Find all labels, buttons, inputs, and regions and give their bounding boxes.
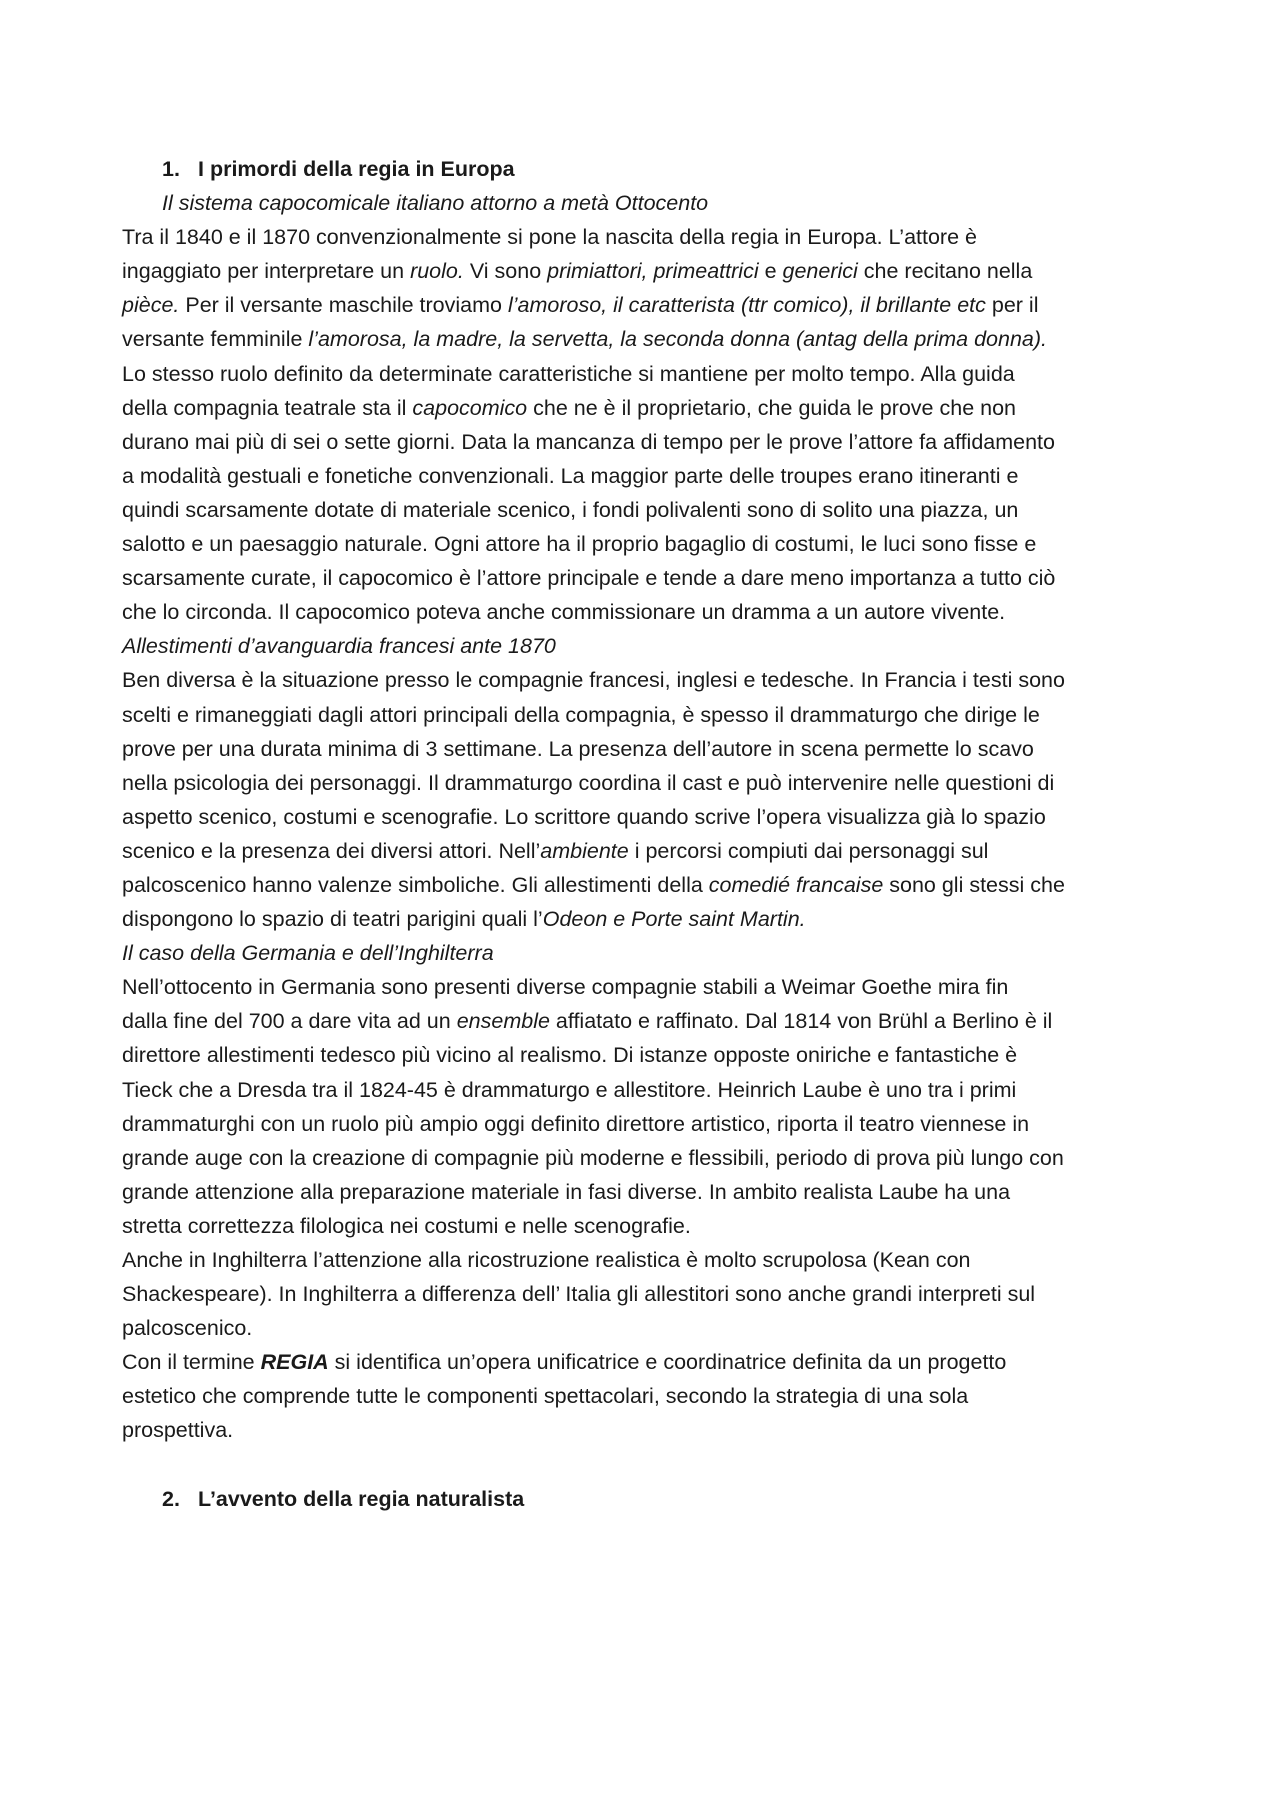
text-line: Tra il 1840 e il 1870 convenzionalmente si pone la nascita della regia in Europa. L’attore è [122, 225, 977, 250]
text-line: salotto e un paesaggio naturale. Ogni attore ha il proprio bagaglio di costumi, le luci sono fisse e [122, 532, 1037, 557]
text-line: direttore allestimenti tedesco più vicino al realismo. Di istanze opposte oniriche e fantastiche è [122, 1043, 1018, 1068]
text-line: prove per una durata minima di 3 settimane. La presenza dell’autore in scena permette lo scavo [122, 736, 1034, 761]
text-line: ingaggiato per interpretare un ruolo. Vi sono primiattori, primeattrici e generici che recitano nella [122, 259, 1033, 284]
text-line: prospettiva. [122, 1418, 234, 1443]
text-line: quindi scarsamente dotate di materiale scenico, i fondi polivalenti sono di solito una piazza, un [122, 497, 1019, 522]
section-1-subtitle: Il sistema capocomicale italiano attorno a metà Ottocento [162, 191, 709, 216]
text-line: pièce. Per il versante maschile troviamo l’amoroso, il caratterista (ttr comico), il brillante etc per il [122, 293, 1039, 318]
paragraph-4 [122, 1243, 1172, 1345]
paragraph-5 [122, 1345, 1172, 1447]
text-line: aspetto scenico, costumi e scenografie. Lo scrittore quando scrive l’opera visualizza già lo spazio [122, 804, 1046, 829]
section-1-heading [122, 152, 1172, 186]
text-line: stretta correttezza filologica nei costumi e nelle scenografie. [122, 1213, 691, 1238]
text-line: scarsamente curate, il capocomico è l’attore principale e tende a dare meno importanza a tutto ciò [122, 566, 1056, 591]
subheading-french: Allestimenti d’avanguardia francesi ante 1870 [122, 634, 556, 659]
section-2-title: L’avvento della regia naturalista [198, 1486, 525, 1511]
section-1-title: I primordi della regia in Europa [198, 157, 515, 181]
text-line: a modalità gestuali e fonetiche convenzionali. La maggior parte delle troupes erano itineranti e [122, 463, 1019, 488]
subheading-germany-england: Il caso della Germania e dell’Inghilterra [122, 941, 494, 966]
text-line: grande attenzione alla preparazione materiale in fasi diverse. In ambito realista Laube ha una [122, 1179, 1011, 1204]
text-line: che lo circonda. Il capocomico poteva anche commissionare un dramma a un autore vivente. [122, 600, 1006, 625]
text-line: nella psicologia dei personaggi. Il drammaturgo coordina il cast e può intervenire nelle questioni di [122, 770, 1055, 795]
text-line: versante femminile l’amorosa, la madre, la servetta, la seconda donna (antag della prima donna). [122, 327, 1047, 352]
text-line: scelti e rimaneggiati dagli attori principali della compagnia, è spesso il drammaturgo che dirige le [122, 702, 1040, 727]
text-line: grande auge con la creazione di compagnie più moderne e flessibili, periodo di prova più lungo con [122, 1145, 1064, 1170]
text-line: estetico che comprende tutte le componenti spettacolari, secondo la strategia di una sola [122, 1384, 969, 1409]
section-2-heading [122, 1482, 1172, 1516]
text-line: Ben diversa è la situazione presso le compagnie francesi, inglesi e tedesche. In Francia i testi sono [122, 668, 1065, 693]
text-line: durano mai più di sei o sette giorni. Data la mancanza di tempo per le prove l’attore fa affidamento [122, 429, 1055, 454]
text-line: palcoscenico hanno valenze simboliche. Gli allestimenti della comedié francaise sono gli stessi che [122, 872, 1065, 897]
text-line: dalla fine del 700 a dare vita ad un ensemble affiatato e raffinato. Dal 1814 von Brühl a Berlino è il [122, 1009, 1053, 1034]
text-line: Con il termine REGIA si identifica un’opera unificatrice e coordinatrice definita da un progetto [122, 1350, 1007, 1375]
text-line: dispongono lo spazio di teatri parigini quali l’Odeon e Porte saint Martin. [122, 907, 806, 932]
blank-line [122, 1448, 1172, 1482]
text-line: palcoscenico. [122, 1316, 253, 1341]
text-line: Nell’ottocento in Germania sono presenti diverse compagnie stabili a Weimar Goethe mira fin [122, 975, 1009, 1000]
section-2-number: 2. [162, 1486, 180, 1511]
text-line: della compagnia teatrale sta il capocomico che ne è il proprietario, che guida le prove che non [122, 395, 1016, 420]
document-page [122, 152, 1172, 1516]
paragraph-3 [122, 970, 1172, 1243]
paragraph-1 [122, 220, 1172, 629]
text-line: scenico e la presenza dei diversi attori. Nell’ambiente i percorsi compiuti dai personaggi sul [122, 838, 989, 863]
text-line: Lo stesso ruolo definito da determinate caratteristiche si mantiene per molto tempo. Alla guida [122, 361, 1015, 386]
text-line: drammaturghi con un ruolo più ampio oggi definito direttore artistico, riporta il teatro viennese in [122, 1111, 1030, 1136]
text-line: Shackespeare). In Inghilterra a differenza dell’ Italia gli allestitori sono anche grandi interpreti sul [122, 1282, 1036, 1307]
section-1-number: 1. [162, 157, 180, 181]
text-line: Tieck che a Dresda tra il 1824-45 è drammaturgo e allestitore. Heinrich Laube è uno tra i primi [122, 1077, 1017, 1102]
paragraph-2 [122, 663, 1172, 936]
text-line: Anche in Inghilterra l’attenzione alla ricostruzione realistica è molto scrupolosa (Kean con [122, 1248, 971, 1272]
